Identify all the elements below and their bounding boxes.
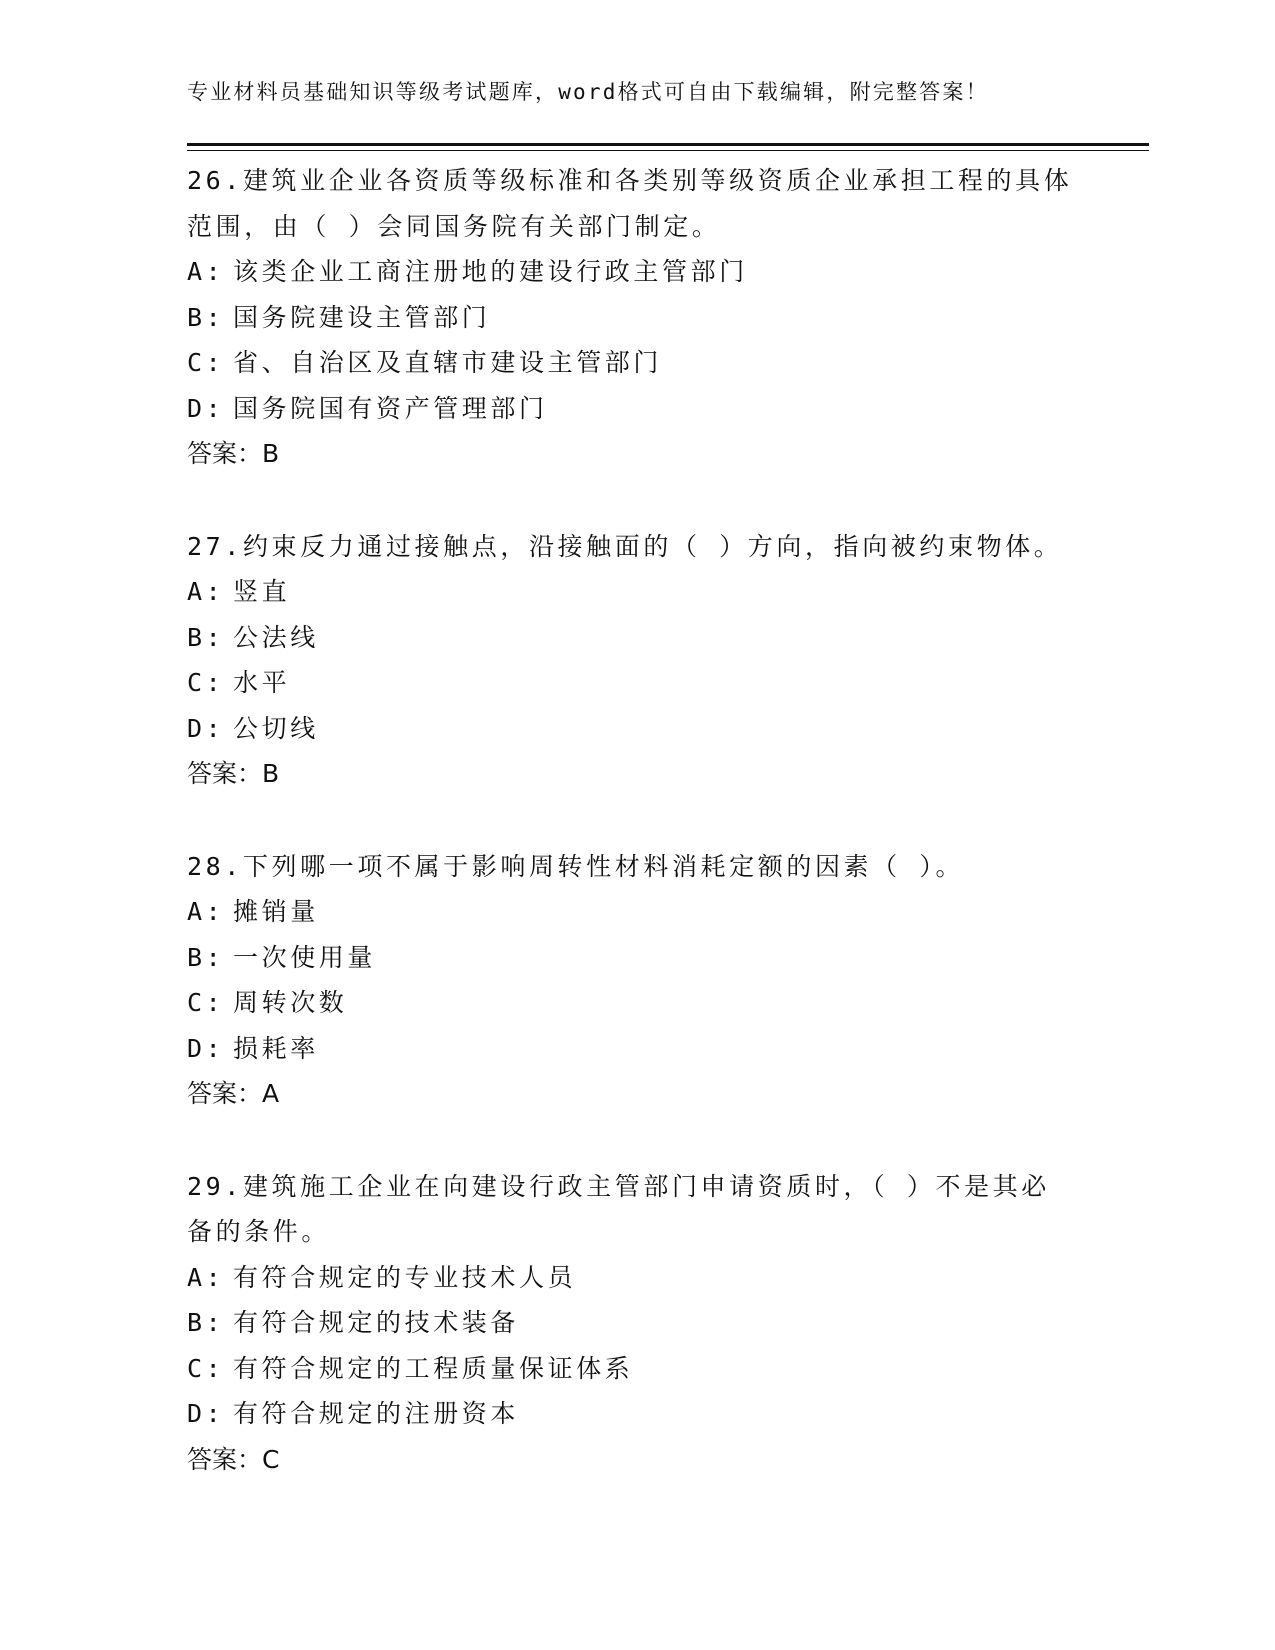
question-stem: 29.建筑施工企业在向建设行政主管部门申请资质时，（ ）不是其必备的条件。 bbox=[187, 1171, 1050, 1246]
option-text: 公切线 bbox=[233, 713, 319, 743]
question-stem: 28.下列哪一项不属于影响周转性材料消耗定额的因素（ ）。 bbox=[187, 851, 965, 881]
option-key: D: bbox=[187, 713, 225, 743]
answer-line: 答案：C bbox=[187, 1444, 280, 1474]
option-key: C: bbox=[187, 348, 225, 377]
option-text: 一次使用量 bbox=[233, 942, 377, 972]
option-text: 周转次数 bbox=[233, 988, 348, 1017]
option-text: 有符合规定的技术装备 bbox=[233, 1308, 520, 1337]
option-d bbox=[187, 1391, 1087, 1437]
question-stem: 27.约束反力通过接触点，沿接触面的（ ）方向，指向被约束物体。 bbox=[187, 531, 1063, 561]
option-c bbox=[187, 980, 1087, 1026]
option-text: 国务院建设主管部门 bbox=[233, 302, 491, 332]
page-header: 专业材料员基础知识等级考试题库，word格式可自由下载编辑，附完整答案！ bbox=[187, 80, 989, 104]
option-key: B: bbox=[187, 942, 225, 972]
option-text: 公法线 bbox=[233, 622, 319, 652]
option-text: 有符合规定的专业技术人员 bbox=[233, 1262, 577, 1292]
option-key: C: bbox=[187, 988, 225, 1017]
option-a bbox=[187, 889, 1087, 935]
option-key: A: bbox=[187, 1262, 225, 1292]
option-c bbox=[187, 660, 1087, 706]
option-key: A: bbox=[187, 577, 225, 606]
option-d bbox=[187, 386, 1087, 432]
question-27 bbox=[187, 524, 1087, 797]
question-26 bbox=[187, 158, 1087, 477]
option-key: C: bbox=[187, 1353, 225, 1383]
option-key: A: bbox=[187, 897, 225, 926]
option-d bbox=[187, 1026, 1087, 1072]
option-d bbox=[187, 706, 1087, 752]
question-28 bbox=[187, 844, 1087, 1117]
option-b bbox=[187, 935, 1087, 981]
answer-line: 答案：B bbox=[187, 439, 280, 468]
option-text: 竖直 bbox=[233, 577, 291, 606]
question-stem: 26.建筑业企业各资质等级标准和各类别等级资质企业承担工程的具体范围，由（ ）会同国务院有关部门制定。 bbox=[187, 166, 1073, 241]
option-key: D: bbox=[187, 1399, 225, 1428]
option-key: D: bbox=[187, 1033, 225, 1063]
option-text: 国务院国有资产管理部门 bbox=[233, 393, 548, 423]
option-c bbox=[187, 340, 1087, 386]
option-key: B: bbox=[187, 302, 225, 332]
option-key: A: bbox=[187, 257, 225, 286]
answer-line: 答案：A bbox=[187, 1079, 280, 1108]
option-key: B: bbox=[187, 622, 225, 652]
header-rule-thick bbox=[187, 143, 1149, 146]
option-a bbox=[187, 569, 1087, 615]
answer-line: 答案：B bbox=[187, 759, 280, 788]
option-c bbox=[187, 1346, 1087, 1392]
option-key: D: bbox=[187, 393, 225, 423]
option-text: 损耗率 bbox=[233, 1033, 319, 1063]
question-29 bbox=[187, 1164, 1087, 1483]
option-text: 摊销量 bbox=[233, 897, 319, 926]
option-text: 省、自治区及直辖市建设主管部门 bbox=[233, 348, 663, 377]
option-text: 有符合规定的工程质量保证体系 bbox=[233, 1353, 634, 1383]
option-key: B: bbox=[187, 1308, 225, 1337]
option-b bbox=[187, 615, 1087, 661]
header-rule-thin bbox=[187, 150, 1149, 151]
option-a bbox=[187, 249, 1087, 295]
option-key: C: bbox=[187, 668, 225, 697]
option-b bbox=[187, 1300, 1087, 1346]
question-list bbox=[187, 158, 1087, 1482]
option-text: 水平 bbox=[233, 668, 291, 697]
option-a bbox=[187, 1255, 1087, 1301]
option-text: 有符合规定的注册资本 bbox=[233, 1399, 520, 1428]
option-b bbox=[187, 295, 1087, 341]
option-text: 该类企业工商注册地的建设行政主管部门 bbox=[233, 257, 748, 286]
